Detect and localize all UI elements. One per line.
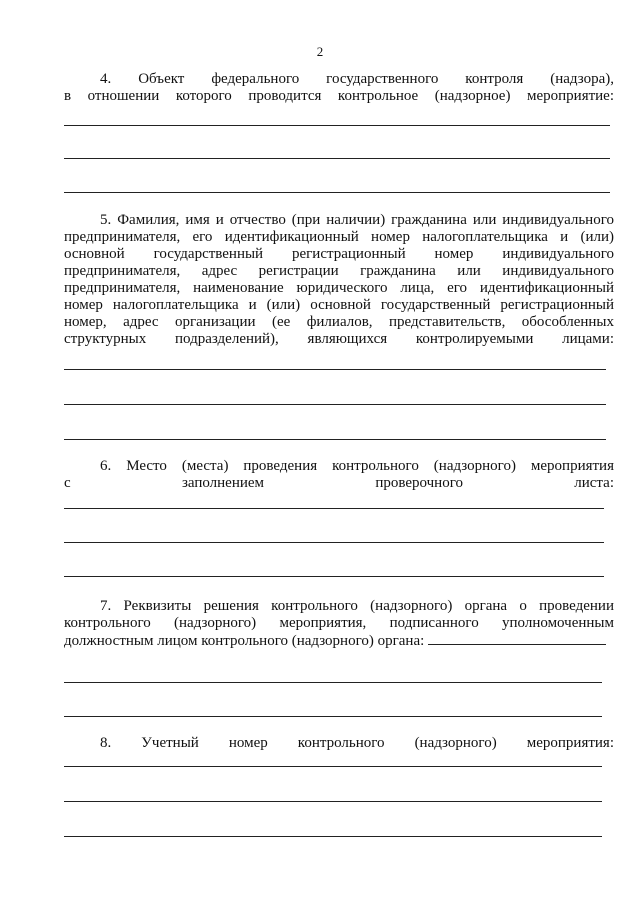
item-4-line-1: 4. Объект федерального государственного контроля (надзора), xyxy=(100,71,614,87)
item-6-blank-line-1[interactable] xyxy=(64,508,604,509)
item-4-text xyxy=(64,71,614,105)
item-6-line-1: 6. Место (места) проведения контрольного (надзорного) мероприятия xyxy=(100,458,614,474)
item-8-line-1: 8. Учетный номер контрольного (надзорного) мероприятия: xyxy=(100,735,614,751)
item-6-text xyxy=(64,458,614,492)
item-4-blank-line-2[interactable] xyxy=(64,158,610,159)
item-5-blank-line-3[interactable] xyxy=(64,439,606,440)
item-6-blank-line-3[interactable] xyxy=(64,576,604,577)
item-8-text xyxy=(64,735,614,752)
item-5-line-5: предпринимателя, наименование юридического лица, его идентификационный xyxy=(64,280,614,296)
item-8-blank-line-2[interactable] xyxy=(64,801,602,802)
item-7-text xyxy=(64,598,614,650)
item-5-blank-line-1[interactable] xyxy=(64,369,606,370)
page-number: 2 xyxy=(316,44,324,59)
item-8-blank-line-3[interactable] xyxy=(64,836,602,837)
item-5-line-7: номер, адрес организации (ее филиалов, представительств, обособленных xyxy=(64,314,614,330)
item-8-blank-line-1[interactable] xyxy=(64,766,602,767)
item-5-line-8: структурных подразделений), являющихся контролируемыми лицами: xyxy=(64,331,614,347)
item-5-blank-line-2[interactable] xyxy=(64,404,606,405)
item-6-line-2: с заполнением проверочного листа: xyxy=(64,475,614,491)
item-5-text xyxy=(64,212,614,348)
item-5-line-2: предпринимателя, его идентификационный номер налогоплательщика и (или) xyxy=(64,229,614,245)
item-6-blank-line-2[interactable] xyxy=(64,542,604,543)
item-7-line-2: контрольного (надзорного) мероприятия, подписанного уполномоченным xyxy=(64,615,614,631)
item-7-inline-blank[interactable] xyxy=(428,632,606,645)
item-5-line-4: предпринимателя, адрес регистрации гражданина или индивидуального xyxy=(64,263,614,279)
item-4-line-2: в отношении которого проводится контрольное (надзорное) мероприятие: xyxy=(64,88,614,104)
item-7-blank-line-1[interactable] xyxy=(64,682,602,683)
item-5-line-1: 5. Фамилия, имя и отчество (при наличии) гражданина или индивидуального xyxy=(100,212,614,228)
item-7-line-3: должностным лицом контрольного (надзорного) органа: xyxy=(64,633,425,649)
item-4-blank-line-1[interactable] xyxy=(64,125,610,126)
item-7-blank-line-2[interactable] xyxy=(64,716,602,717)
item-4-blank-line-3[interactable] xyxy=(64,192,610,193)
item-5-line-3: основной государственный регистрационный номер индивидуального xyxy=(64,246,614,262)
item-5-line-6: номер налогоплательщика и (или) основной государственный регистрационный xyxy=(64,297,614,313)
item-7-line-1: 7. Реквизиты решения контрольного (надзорного) органа о проведении xyxy=(100,598,614,614)
